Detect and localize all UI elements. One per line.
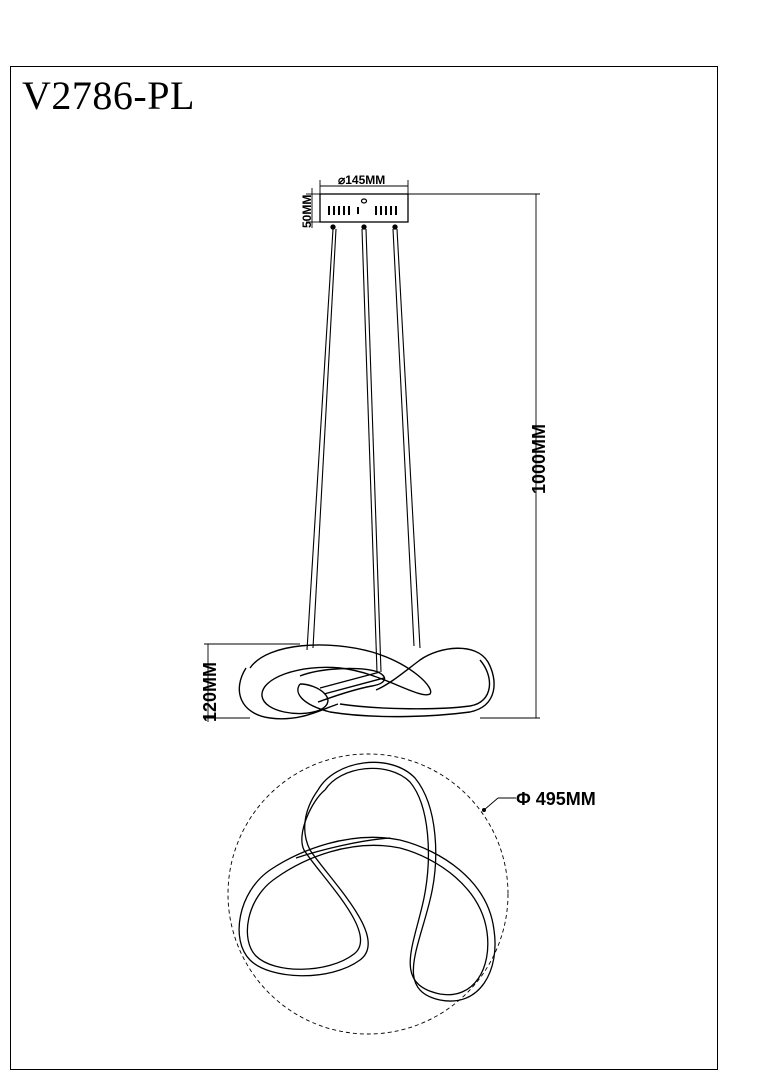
suspension-cables xyxy=(307,229,420,672)
suspension-length-label: 1000MM xyxy=(529,423,549,494)
canopy-diameter-label: ⌀145MM xyxy=(338,173,386,187)
dimension-canopy-height xyxy=(300,188,320,228)
dimension-suspension-length xyxy=(408,194,549,718)
canopy-height-label: 50MM xyxy=(300,194,314,228)
ring-diameter-label: Φ 495MM xyxy=(516,789,596,809)
ring-height-label: 120MM xyxy=(200,661,220,722)
dimension-ring-diameter xyxy=(482,789,596,812)
ring-top-view xyxy=(228,754,508,1034)
ring-side-view xyxy=(239,645,494,719)
canopy xyxy=(320,194,408,229)
dimension-canopy-diameter xyxy=(320,173,408,194)
model-title: V2786-PL xyxy=(22,73,195,118)
